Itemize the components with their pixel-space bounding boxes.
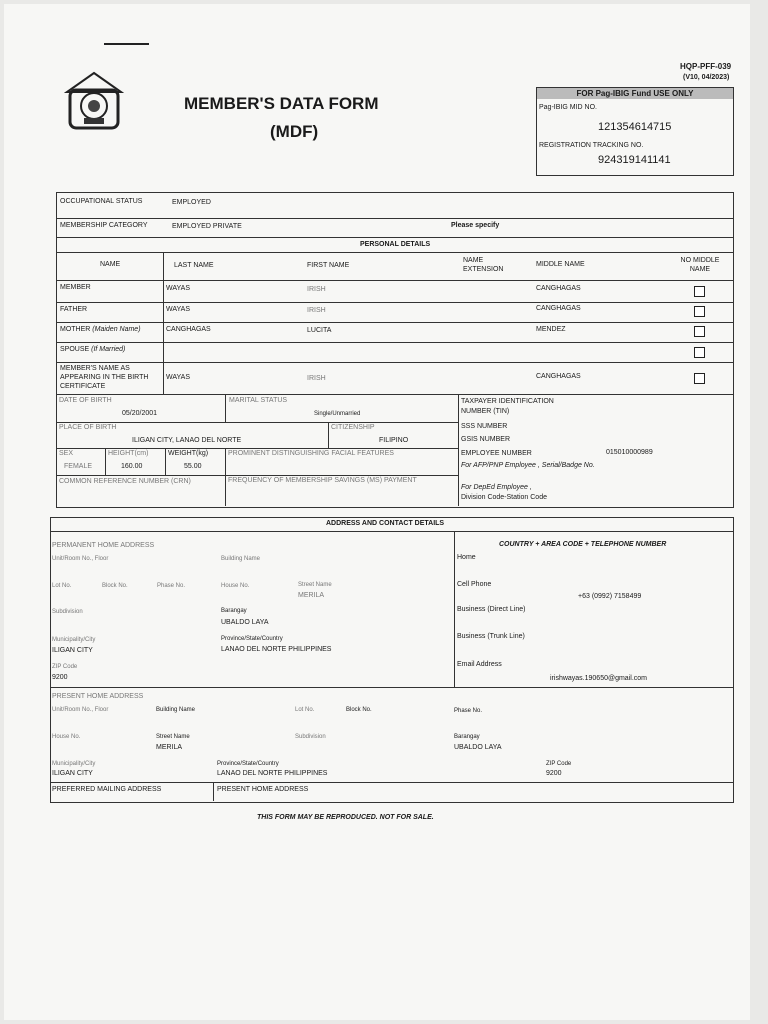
- pres-province-label: Province/State/Country: [217, 761, 279, 767]
- col-last-name: LAST NAME: [174, 262, 214, 269]
- pagibig-logo-icon: [64, 70, 124, 132]
- sex-label: SEX: [59, 450, 74, 457]
- row-father-middle: CANGHAGAS: [536, 305, 581, 312]
- perm-unit-label: Unit/Room No., Floor: [52, 556, 109, 562]
- perm-building-label: Building Name: [221, 556, 261, 562]
- row-father-first: IRISH: [307, 307, 326, 314]
- office-use-header: FOR Pag-IBIG Fund USE ONLY: [537, 88, 733, 99]
- perm-zip-value: 9200: [52, 674, 68, 681]
- rtn-label: REGISTRATION TRACKING NO.: [539, 142, 644, 149]
- perm-street-value: MERILA: [298, 592, 325, 599]
- pob-value: ILIGAN CITY, LANAO DEL NORTE: [132, 437, 242, 444]
- pres-house-label: House No.: [52, 734, 81, 740]
- features-label: PROMINENT DISTINGUISHING FACIAL FEATURES: [228, 450, 394, 457]
- row-birthcert-middle: CANGHAGAS: [536, 373, 581, 380]
- business-trunk-label: Business (Trunk Line): [457, 633, 525, 640]
- form-code: HQP-PFF-039: [680, 62, 732, 71]
- pres-zip-value: 9200: [546, 770, 562, 777]
- form-version: (V10, 04/2023): [683, 74, 730, 81]
- no-middle-checkbox-birthcert[interactable]: [694, 373, 705, 384]
- mid-label: Pag-IBIG MID NO.: [539, 104, 597, 111]
- form-subtitle: (MDF): [270, 122, 319, 141]
- preferred-mailing-label: PREFERRED MAILING ADDRESS: [52, 786, 162, 793]
- marital-status-label: MARITAL STATUS: [229, 397, 288, 404]
- pres-barangay-label: Barangay: [454, 734, 480, 740]
- cell-phone-value: +63 (0992) 7158499: [578, 593, 642, 600]
- row-mother-last: CANGHAGAS: [166, 326, 211, 333]
- sex-value: FEMALE: [64, 463, 93, 470]
- gsis-label: GSIS NUMBER: [461, 436, 511, 443]
- please-specify: Please specify: [451, 222, 500, 229]
- weight-value: 55.00: [184, 463, 202, 470]
- contact-header: COUNTRY + AREA CODE + TELEPHONE NUMBER: [499, 541, 667, 548]
- row-father-label: FATHER: [60, 306, 88, 313]
- row-member-first: IRISH: [307, 286, 326, 293]
- email-value: irishwayas.190650@gmail.com: [550, 675, 647, 682]
- no-middle-checkbox-father[interactable]: [694, 306, 705, 317]
- dob-label: DATE OF BIRTH: [59, 397, 112, 404]
- col-first-name: FIRST NAME: [307, 262, 350, 269]
- row-member-middle: CANGHAGAS: [536, 285, 581, 292]
- mid-value: 121354614715: [598, 121, 672, 133]
- citizenship-value: FILIPINO: [379, 437, 409, 444]
- footer-note: THIS FORM MAY BE REPRODUCED. NOT FOR SALE.: [257, 814, 434, 821]
- pres-block-label: Block No.: [346, 707, 372, 713]
- business-direct-label: Business (Direct Line): [457, 606, 526, 613]
- perm-municipality-value: ILIGAN CITY: [52, 647, 93, 654]
- row-birthcert-first: IRISH: [307, 375, 326, 382]
- pres-building-label: Building Name: [156, 707, 196, 713]
- pres-lot-label: Lot No.: [295, 707, 315, 713]
- height-label: HEIGHT(cm): [108, 450, 149, 457]
- row-mother-label: MOTHER (Maiden Name): [60, 326, 141, 333]
- weight-label: WEIGHT(kg): [168, 450, 209, 457]
- afp-pnp-note: For AFP/PNP Employee , Serial/Badge No.: [461, 462, 595, 469]
- personal-details-frame: [56, 192, 734, 508]
- form-title: MEMBER'S DATA FORM: [184, 94, 379, 113]
- pres-province-value: LANAO DEL NORTE PHILIPPINES: [217, 770, 328, 777]
- email-label: Email Address: [457, 661, 502, 668]
- pob-label: PLACE OF BIRTH: [59, 424, 117, 431]
- perm-house-label: House No.: [221, 583, 250, 589]
- address-frame: [50, 517, 734, 803]
- col-middle-name: MIDDLE NAME: [536, 261, 585, 268]
- pres-municipality-label: Municipality/City: [52, 761, 96, 767]
- pres-phase-label: Phase No.: [454, 708, 483, 714]
- row-spouse-label: SPOUSE (If Married): [60, 346, 126, 353]
- preferred-mailing-value: PRESENT HOME ADDRESS: [217, 786, 309, 793]
- perm-lot-label: Lot No.: [52, 583, 72, 589]
- pres-street-value: MERILA: [156, 744, 183, 751]
- citizenship-label: CITIZENSHIP: [331, 424, 375, 431]
- row-member-label: MEMBER: [60, 284, 91, 291]
- deped-note: For DepEd Employee ,: [461, 484, 532, 491]
- perm-subdivision-label: Subdivision: [52, 609, 83, 615]
- row-mother-first: LUCITA: [307, 327, 332, 334]
- perm-municipality-label: Municipality/City: [52, 637, 96, 643]
- perm-barangay-value: UBALDO LAYA: [221, 619, 269, 626]
- permanent-address-title: PERMANENT HOME ADDRESS: [52, 542, 155, 549]
- no-middle-checkbox-mother[interactable]: [694, 326, 705, 337]
- pres-subdivision-label: Subdivision: [295, 734, 326, 740]
- pres-zip-label: ZIP Code: [546, 761, 572, 767]
- perm-phase-label: Phase No.: [157, 583, 186, 589]
- pres-unit-label: Unit/Room No., Floor: [52, 707, 109, 713]
- row-member-last: WAYAS: [166, 285, 190, 292]
- col-name: NAME: [100, 261, 121, 268]
- employee-number-value: 015010000989: [606, 449, 653, 456]
- pres-municipality-value: ILIGAN CITY: [52, 770, 93, 777]
- present-address-title: PRESENT HOME ADDRESS: [52, 693, 144, 700]
- cell-phone-label: Cell Phone: [457, 581, 492, 588]
- form-page: [4, 4, 750, 1020]
- pen-mark: [104, 43, 149, 45]
- tin-label: TAXPAYER IDENTIFICATION NUMBER (TIN): [461, 398, 554, 415]
- membership-category-value: EMPLOYED PRIVATE: [172, 223, 242, 230]
- rtn-value: 924319141141: [598, 154, 671, 166]
- no-middle-checkbox-member[interactable]: [694, 286, 705, 297]
- occupational-status-label: OCCUPATIONAL STATUS: [60, 198, 143, 205]
- row-birthcert-label: MEMBER'S NAME AS APPEARING IN THE BIRTH CERTIFICATE: [60, 365, 149, 390]
- height-value: 160.00: [121, 463, 143, 470]
- pres-barangay-value: UBALDO LAYA: [454, 744, 502, 751]
- pres-street-label: Street Name: [156, 734, 190, 740]
- no-middle-checkbox-spouse[interactable]: [694, 347, 705, 358]
- ms-payment-label: FREQUENCY OF MEMBERSHIP SAVINGS (MS) PAYMENT: [228, 477, 417, 484]
- membership-category-label: MEMBERSHIP CATEGORY: [60, 222, 148, 229]
- dob-value: 05/20/2001: [122, 410, 158, 417]
- employee-number-label: EMPLOYEE NUMBER: [461, 450, 532, 457]
- col-name-extension: NAME EXTENSION: [463, 257, 504, 273]
- perm-street-label: Street Name: [298, 582, 332, 588]
- row-father-last: WAYAS: [166, 306, 190, 313]
- sss-label: SSS NUMBER: [461, 423, 508, 430]
- home-phone-label: Home: [457, 554, 476, 561]
- crn-label: COMMON REFERENCE NUMBER (CRN): [59, 478, 191, 485]
- address-section-title: ADDRESS AND CONTACT DETAILS: [326, 520, 445, 527]
- occupational-status-value: EMPLOYED: [172, 199, 211, 206]
- personal-details-title: PERSONAL DETAILS: [360, 241, 431, 248]
- perm-zip-label: ZIP Code: [52, 664, 78, 670]
- col-no-middle-name: NO MIDDLE NAME: [680, 257, 720, 273]
- row-birthcert-last: WAYAS: [166, 374, 190, 381]
- perm-province-value: LANAO DEL NORTE PHILIPPINES: [221, 646, 332, 653]
- marital-status-value: Single/Unmarried: [314, 411, 361, 417]
- row-mother-middle: MENDEZ: [536, 326, 566, 333]
- perm-province-label: Province/State/Country: [221, 636, 283, 642]
- perm-barangay-label: Barangay: [221, 608, 247, 614]
- deped-division-note: Division Code-Station Code: [461, 494, 547, 501]
- perm-block-label: Block No.: [102, 583, 128, 589]
